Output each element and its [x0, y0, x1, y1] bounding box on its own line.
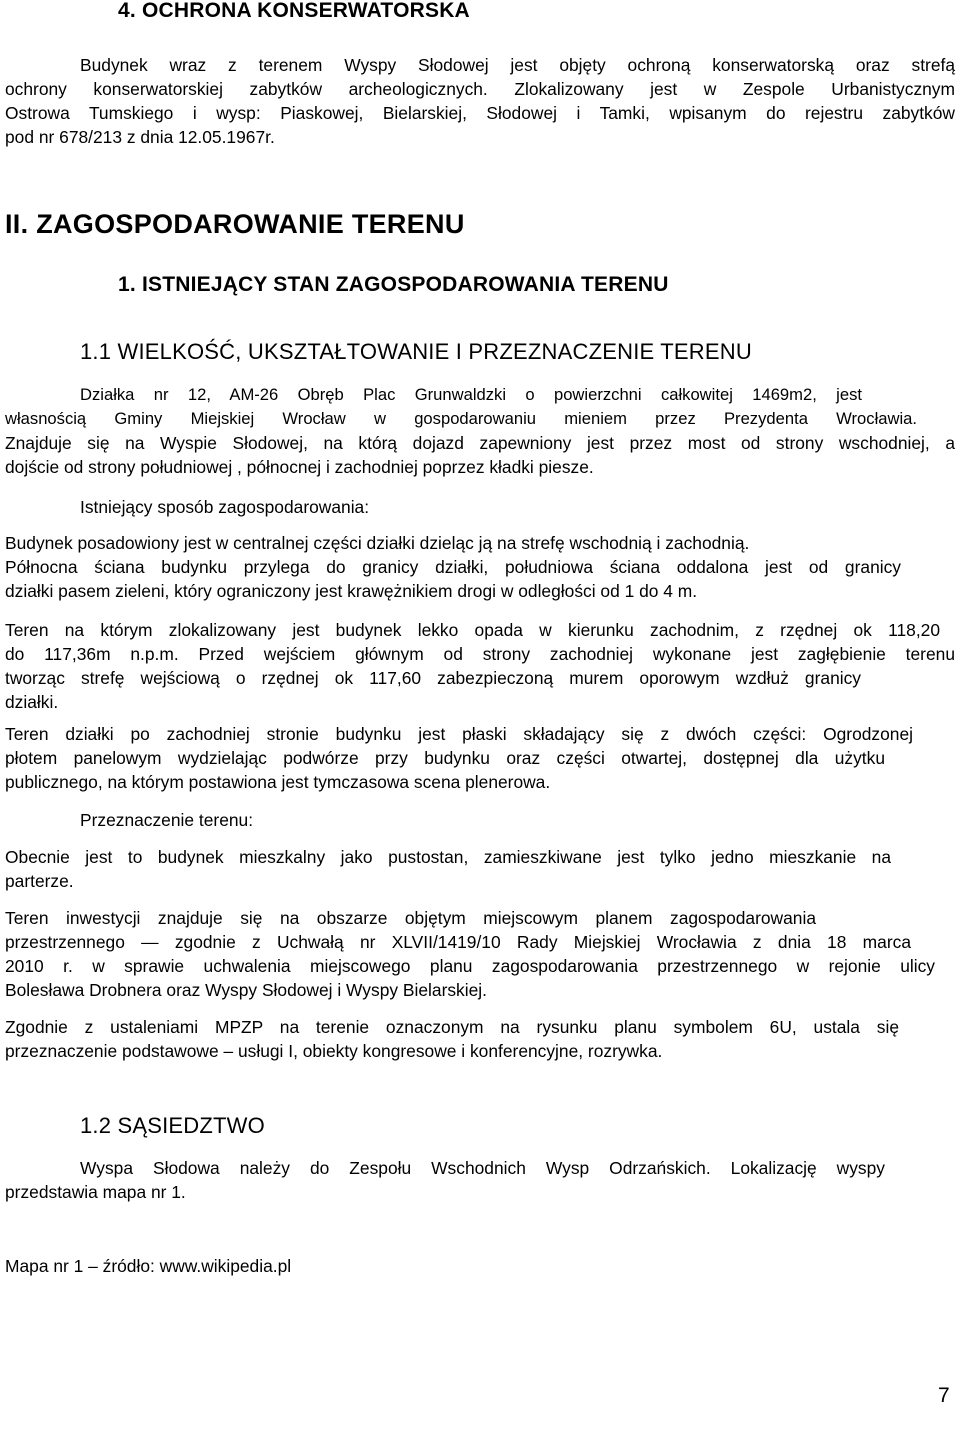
part-heading-zagospodarowanie: II. ZAGOSPODAROWANIE TERENU [5, 209, 465, 239]
page-number: 7 [938, 1384, 950, 1407]
paragraph-line: do 117,36m n.p.m. Przed wejściem głównym od strony zachodniej wykonane jest zagłębienie terenu [5, 644, 955, 664]
paragraph-line: płotem panelowym wydzielając podwórze przy budynku oraz części otwartej, dostępnej dla użytku [5, 748, 885, 768]
paragraph-line: Północna ściana budynku przylega do granicy działki, południowa ściana oddalona jest od granicy [5, 557, 901, 577]
paragraph-line: Wyspa Słodowa należy do Zespołu Wschodnich Wysp Odrzańskich. Lokalizację wyspy [80, 1158, 885, 1178]
section-heading-ochrona: 4. OCHRONA KONSERWATORSKA [118, 0, 470, 22]
paragraph-line: działki pasem zieleni, który ograniczony jest krawężnikiem drogi w odległości od 1 do 4 m. [5, 581, 698, 601]
subheading-przeznaczenie: Przeznaczenie terenu: [80, 810, 254, 830]
subsection-heading-sasiedztwo: 1.2 SĄSIEDZTWO [80, 1113, 265, 1138]
paragraph-line: przedstawia mapa nr 1. [5, 1182, 186, 1202]
paragraph-line: Budynek posadowiony jest w centralnej części działki dzieląc ją na strefę wschodnią i zachodnią. [5, 533, 750, 553]
paragraph-line: Teren na którym zlokalizowany jest budynek lekko opada w kierunku zachodnim, z rzędnej ok 118,20 [5, 620, 940, 640]
paragraph-line: Zgodnie z ustaleniami MPZP na terenie oznaczonym na rysunku planu symbolem 6U, ustala się [5, 1017, 899, 1037]
paragraph-line: 2010 r. w sprawie uchwalenia miejscowego planu zagospodarowania przestrzennego w rejonie ulicy [5, 956, 935, 976]
paragraph-line: tworząc strefę wejściową o rzędnej ok 117,60 zabezpieczoną murem oporowym wzdłuż granicy [5, 668, 861, 688]
paragraph-line: Ostrowa Tumskiego i wysp: Piaskowej, Bielarskiej, Słodowej i Tamki, wpisanym do rejestru zabytków [5, 103, 955, 123]
paragraph-line: przeznaczenie podstawowe – usługi I, obiekty kongresowe i konferencyjne, rozrywka. [5, 1041, 663, 1061]
paragraph-line: Budynek wraz z terenem Wyspy Słodowej jest objęty ochroną konserwatorską oraz strefą [80, 55, 955, 75]
map-caption [5, 1254, 291, 1278]
paragraph-line: działki. [5, 692, 59, 712]
paragraph-line: Działka nr 12, AM-26 Obręb Plac Grunwaldzki o powierzchni całkowitej 1469m2, jest [80, 385, 862, 404]
wikipedia-link[interactable]: www.wikipedia.pl [159, 1256, 292, 1276]
paragraph-line: przestrzennego — zgodnie z Uchwałą nr XLVII/1419/10 Rady Miejskiej Wrocławia z dnia 18 marca [5, 932, 911, 952]
paragraph-line: własnością Gminy Miejskiej Wrocław w gospodarowaniu mieniem przez Prezydenta Wrocławia. [5, 409, 917, 428]
paragraph-line: dojście od strony południowej , północnej i zachodniej poprzez kładki piesze. [5, 457, 594, 477]
paragraph-line: publicznego, na którym postawiona jest tymczasowa scena plenerowa. [5, 772, 551, 792]
paragraph-line: ochrony konserwatorskiej zabytków archeologicznych. Zlokalizowany jest w Zespole Urbanistycznym [5, 79, 955, 99]
section-heading-istniejacy-stan: 1. ISTNIEJĄCY STAN ZAGOSPODAROWANIA TERENU [118, 273, 669, 296]
subsection-heading-wielkosc: 1.1 WIELKOŚĆ, UKSZTAŁTOWANIE I PRZEZNACZENIE TERENU [80, 339, 752, 364]
paragraph-line: Znajduje się na Wyspie Słodowej, na którą dojazd zapewniony jest przez most od strony wschodniej, a [5, 433, 955, 453]
paragraph-line: Bolesława Drobnera oraz Wyspy Słodowej i Wyspy Bielarskiej. [5, 980, 487, 1000]
paragraph-line: parterze. [5, 871, 74, 891]
paragraph-line: pod nr 678/213 z dnia 12.05.1967r. [5, 127, 275, 147]
map-caption-text: Mapa nr 1 – źródło: [5, 1256, 160, 1276]
subheading-istniejacy-sposob: Istniejący sposób zagospodarowania: [80, 497, 370, 517]
paragraph-line: Obecnie jest to budynek mieszkalny jako pustostan, zamieszkiwane jest tylko jedno mieszkanie na [5, 847, 891, 867]
paragraph-line: Teren inwestycji znajduje się na obszarze objętym miejscowym planem zagospodarowania [5, 908, 816, 928]
paragraph-line: Teren działki po zachodniej stronie budynku jest płaski składający się z dwóch części: Ogrodzonej [5, 724, 913, 744]
